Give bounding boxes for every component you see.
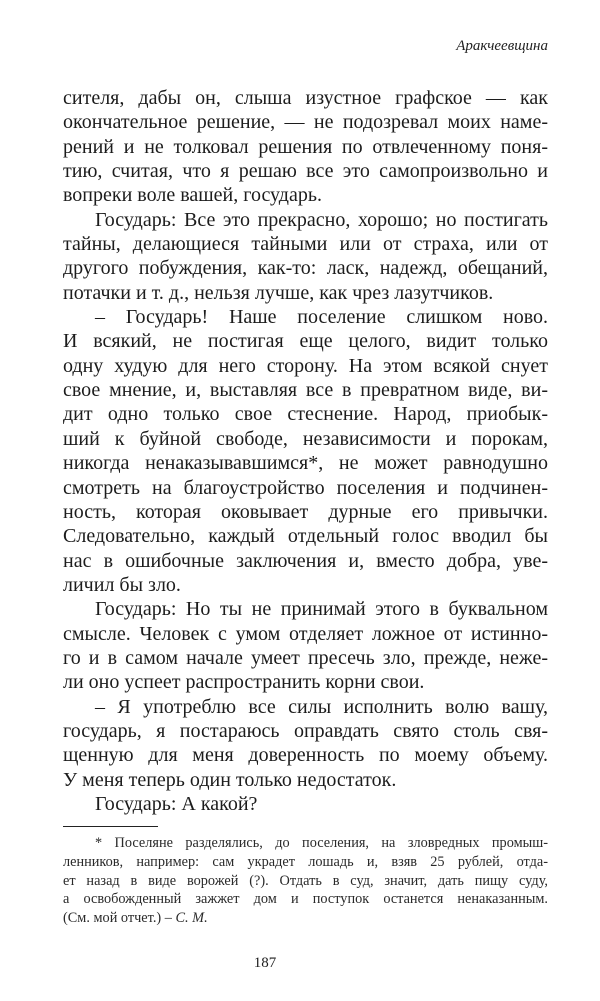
text-line: тию, считая, что я решаю все это самопроизвольно и [63, 160, 548, 183]
text-line: У меня теперь один только недостаток. [63, 768, 397, 791]
text-line: свое мнение, и, выставляя все в превратном виде, ви- [63, 379, 548, 402]
text-line: потачки и т. д., нельзя лучше, как чрез лазутчиков. [63, 281, 494, 304]
footnote-line: * Поселяне разделялись, до поселения, на зловредных промыш- [95, 835, 548, 851]
text-line: – Государь! Наше поселение слишком ново. [95, 306, 548, 329]
text-line: го и в самом начале умеет пресечь зло, прежде, неже- [63, 646, 548, 669]
footnote-line [63, 909, 548, 928]
text-line: щенную для меня доверенность по моему объему. [63, 744, 548, 767]
text-line: И всякий, не постигая еще целого, видит только [63, 330, 548, 353]
text-line: смысле. Человек с умом отделяет ложное от истинно- [63, 622, 548, 645]
text-line: Государь: Все это прекрасно, хорошо; но постигать [95, 208, 548, 231]
footnote-divider [63, 826, 158, 827]
text-line: нас в ошибочные заключения и, вместо добра, уве- [63, 549, 548, 572]
running-header: Аракчеевщина [456, 38, 548, 54]
text-line: ший к буйной свободе, независимости и порокам, [63, 427, 548, 450]
footnote-text: (См. мой отчет.) – [63, 910, 176, 927]
main-text [63, 86, 548, 816]
text-line: государь, я постараюсь оправдать свято столь свя- [63, 719, 548, 742]
footnote-signature: С. М. [175, 910, 208, 927]
text-line: личил бы зло. [63, 573, 181, 596]
text-line: окончательное решение, — не подозревал моих наме- [63, 111, 548, 134]
page-number: 187 [253, 955, 277, 971]
text-line: ность, которая оковывает дурные его привычки. [63, 500, 548, 523]
text-line: – Я употреблю все силы исполнить волю вашу, [95, 695, 548, 718]
text-line: Государь: Но ты не принимай этого в буквальном [95, 598, 548, 621]
text-line: никогда ненаказывавшимся*, не может равнодушно [63, 452, 548, 475]
footnote-line: ет назад в виде ворожей (?). Отдать в суд, значит, дать пищу суду, [63, 872, 548, 889]
text-line: сителя, дабы он, слыша изустное графское — как [63, 87, 548, 109]
text-line: смотреть на благоустройство поселения и подчинен- [63, 476, 548, 499]
text-line: ли оно успеет распространить корни свои. [63, 671, 425, 694]
text-line: другого побуждения, как-то: ласк, надежд, обещаний, [63, 257, 548, 280]
text-line: дит одно только свое стеснение. Народ, приобык- [63, 403, 548, 426]
footnote-line: а освобожденный зажжет дом и поступок останется ненаказанным. [63, 891, 548, 908]
text-line: вопреки воле вашей, государь. [63, 184, 322, 207]
text-line: одну худую для него сторону. На этом всякой снует [63, 354, 548, 377]
footnote-line: ленников, например: сам украдет лошадь и, взяв 25 рублей, отда- [63, 853, 548, 870]
footnote [63, 834, 548, 928]
text-line: рений и не толковал решения по отвлеченному поня- [63, 135, 548, 158]
text-line: тайны, делающиеся тайными или от страха, или от [63, 233, 548, 256]
text-line: Государь: А какой? [95, 792, 258, 815]
text-line: Следовательно, каждый отдельный голос вводил бы [63, 525, 548, 548]
